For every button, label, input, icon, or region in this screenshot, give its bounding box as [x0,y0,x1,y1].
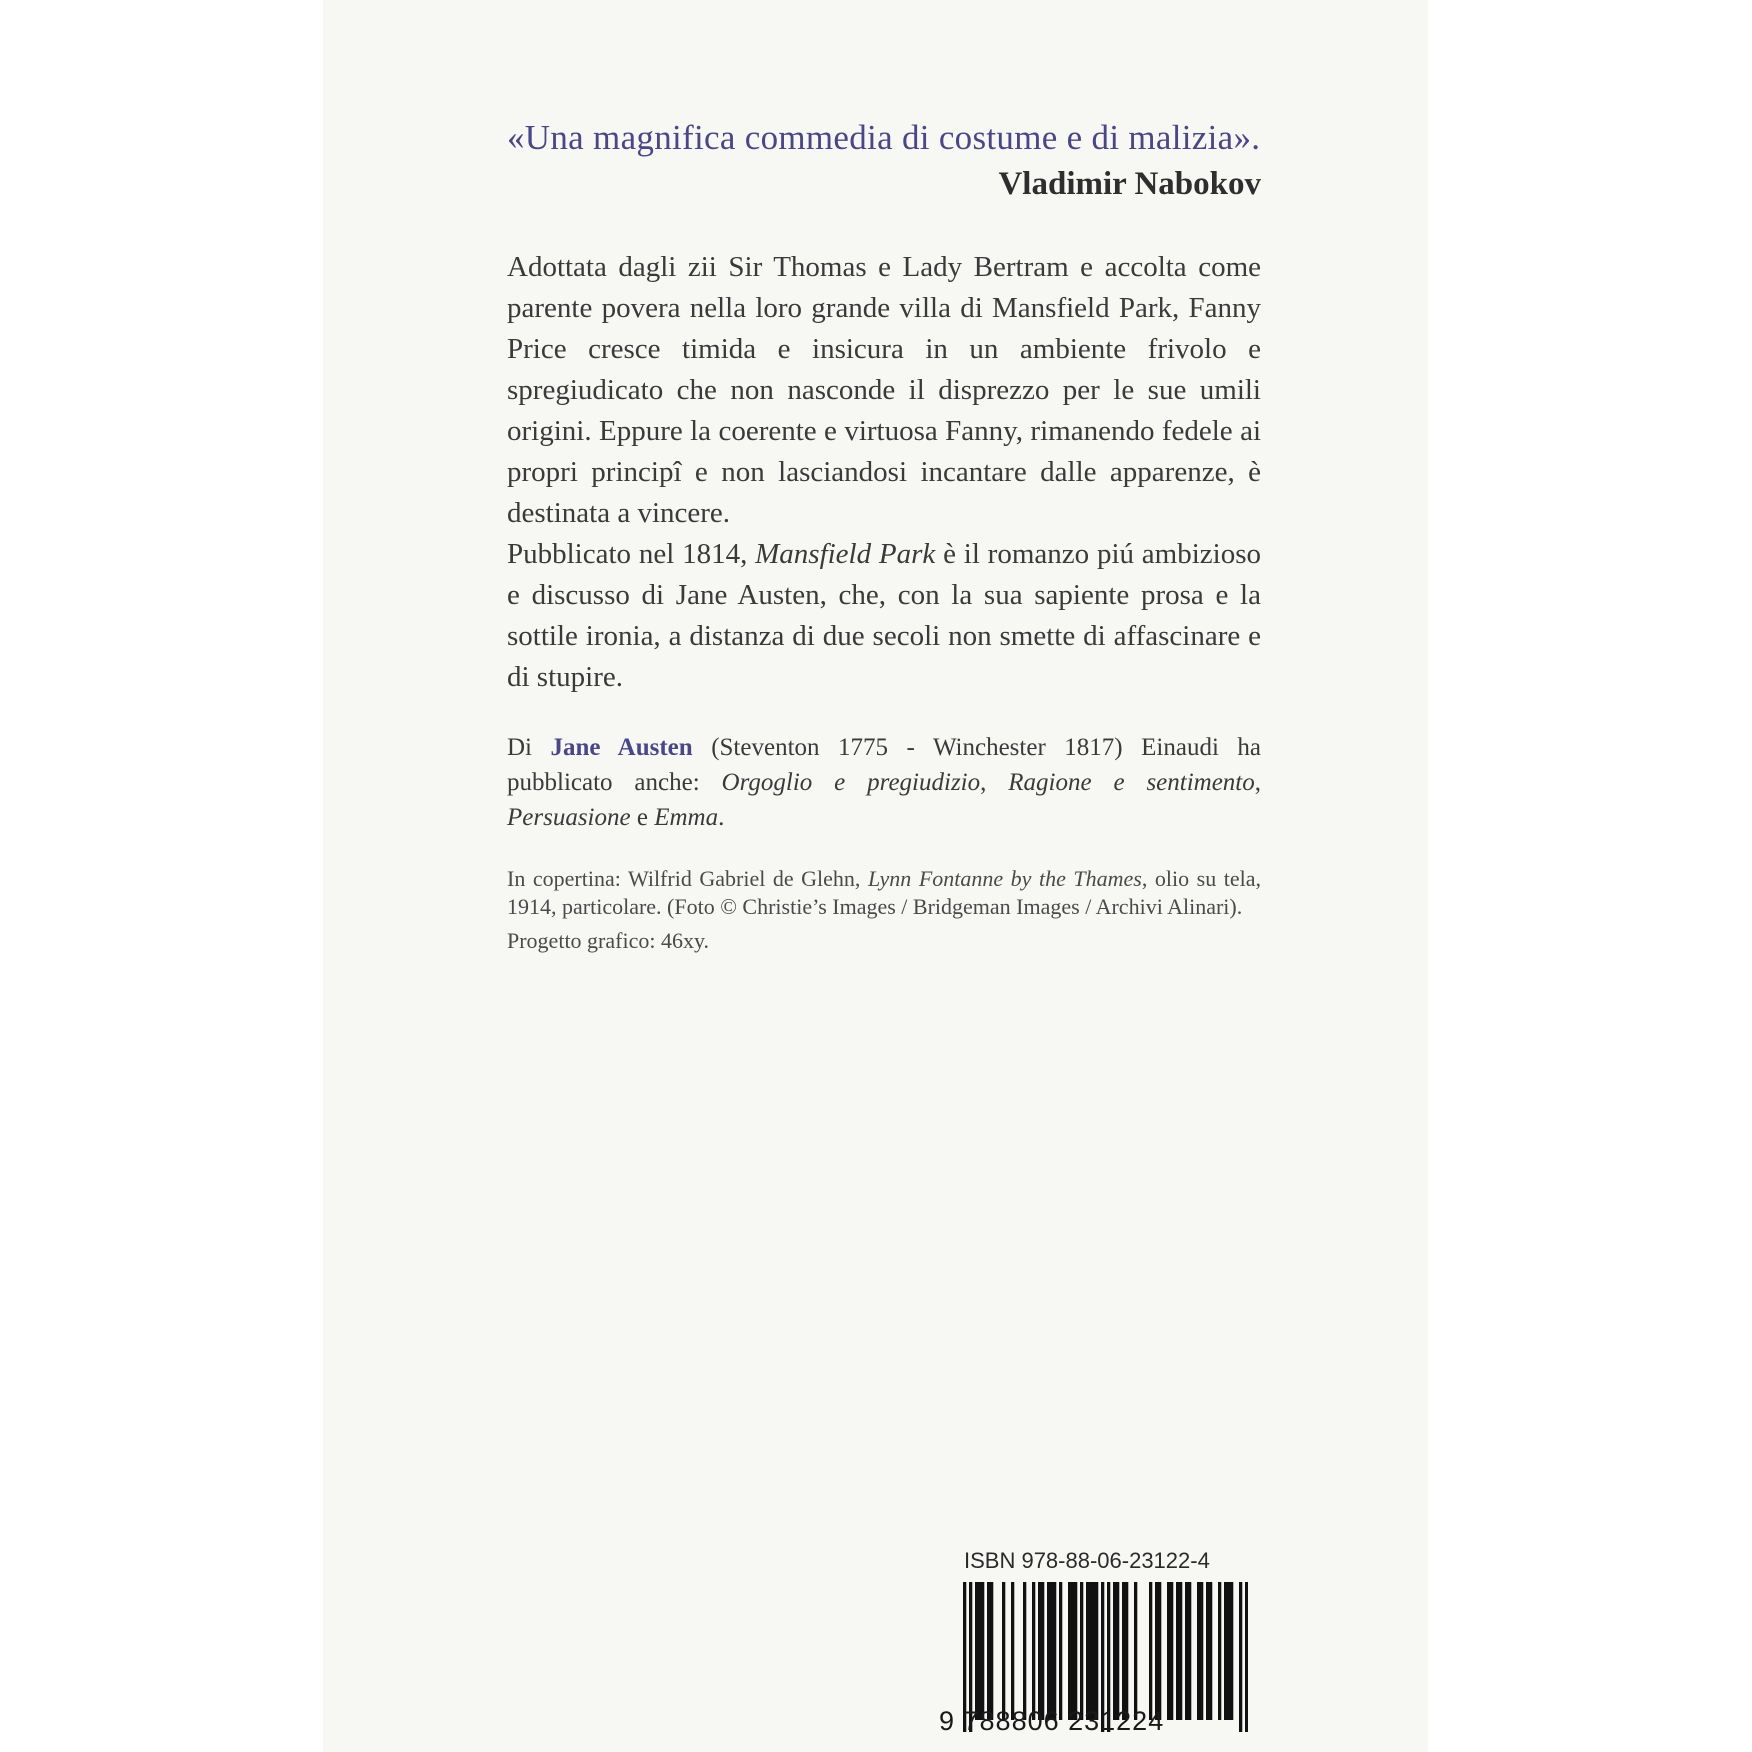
barcode-bar [1074,1582,1077,1720]
barcode-bar [1197,1582,1200,1720]
barcode-bar [1059,1582,1062,1720]
barcode-bar [1206,1582,1209,1720]
barcode-bar [990,1582,993,1720]
barcode-bar [1053,1582,1056,1720]
barcode-bar [1179,1582,1182,1720]
barcode-bar [1038,1582,1041,1720]
credits [507,865,1261,955]
barcode-bar [1155,1582,1158,1720]
barcode-bar [978,1582,981,1720]
barcode-bar [1032,1582,1035,1720]
other-title: Persuasione [507,804,631,831]
barcode-bar [1149,1582,1152,1720]
barcode-bar [1080,1582,1083,1720]
painting-title: Lynn Fontanne by the Thames [867,866,1142,891]
barcode-bar [1227,1582,1230,1720]
barcode-bar [1176,1582,1179,1720]
barcode-bar [1245,1582,1248,1732]
barcode-bar [1230,1582,1233,1720]
synopsis-paragraph-1: Adottata dagli zii Sir Thomas e Lady Bertram e accolta come parente povera nella loro grande villa di Mansfield Park, Fanny Price cresce timida e insicura in un ambiente frivolo e spregiudicato che non nasconde il disprezzo per le sue umili origini. Eppure la coerente e virtuosa Fanny, rimanendo fedele ai propri principî e non lasciandosi incantare dalle apparenze, è destinata a vincere. [507,251,1261,529]
other-title: Ragione e sentimento [1008,769,1255,796]
synopsis-paragraph-2: Pubblicato nel 1814, Mansfield Park è il romanzo piú ambizioso e discusso di Jane Austen, che, con la sua sapiente prosa e la sottile ironia, a distanza di due secoli non smette di affascinare e di stupire. [507,538,1261,693]
barcode-bar [1068,1582,1071,1720]
barcode-bar [1218,1582,1221,1720]
barcode-bar [1071,1582,1074,1720]
barcode-digits: 9 788806 231224 [939,1706,1165,1736]
barcode-bar [1047,1582,1050,1720]
quote-author: Vladimir Nabokov [998,166,1261,202]
barcode-bar [981,1582,984,1720]
isbn-block [939,1548,1248,1736]
barcode-bar [975,1582,978,1720]
barcode-bar [1002,1582,1005,1720]
barcode-bar [1095,1582,1098,1720]
other-title: Orgoglio e pregiudizio [721,769,981,796]
barcode-bar [1125,1582,1128,1720]
barcode-bar [1167,1582,1170,1720]
barcode-bar [1170,1582,1173,1720]
barcode-bar [1224,1582,1227,1720]
barcode-bar [1209,1582,1212,1720]
back-cover-text [507,118,1261,955]
barcode-bar [1011,1582,1014,1720]
barcode-bar [1158,1582,1161,1720]
barcode-bar [1185,1582,1188,1720]
design-credit: Progetto grafico: 46xy. [507,928,710,953]
author-note: Di Jane Austen (Steventon 1775 - Winchester 1817) Einaudi ha pubblicato anche: Orgoglio e pregiudizio, Ragione e sentimento, Persuasione e Emma. [507,734,1262,831]
synopsis [507,247,1261,698]
barcode-bar [1113,1582,1116,1720]
review-quote: «Una magnifica commedia di costume e di malizia». [507,118,1261,157]
barcode-bar [1023,1582,1026,1720]
author-name: Jane Austen [550,734,693,761]
barcode-bar [1134,1582,1137,1720]
barcode-bar [1122,1582,1125,1720]
barcode-bar [1239,1582,1242,1732]
isbn-label: ISBN 978-88-06-23122-4 [964,1548,1210,1573]
barcode-bar [1092,1582,1095,1720]
barcode-bar [1089,1582,1092,1720]
barcode-bar [1041,1582,1044,1720]
barcode-bar [1188,1582,1191,1720]
other-title: Emma [654,804,719,831]
cover-credit: In copertina: Wilfrid Gabriel de Glehn, Lynn Fontanne by the Thames, olio su tela, 1914, particolare. (Foto © Christie’s Images / Bridgeman Images / Archivi Alinari). [507,866,1261,919]
barcode-bar [1086,1582,1089,1720]
book-title: Mansfield Park [755,538,936,570]
barcode-bar [987,1582,990,1720]
barcode-bar [1050,1582,1053,1720]
barcode-bar [1116,1582,1119,1720]
barcode-bar [1200,1582,1203,1720]
